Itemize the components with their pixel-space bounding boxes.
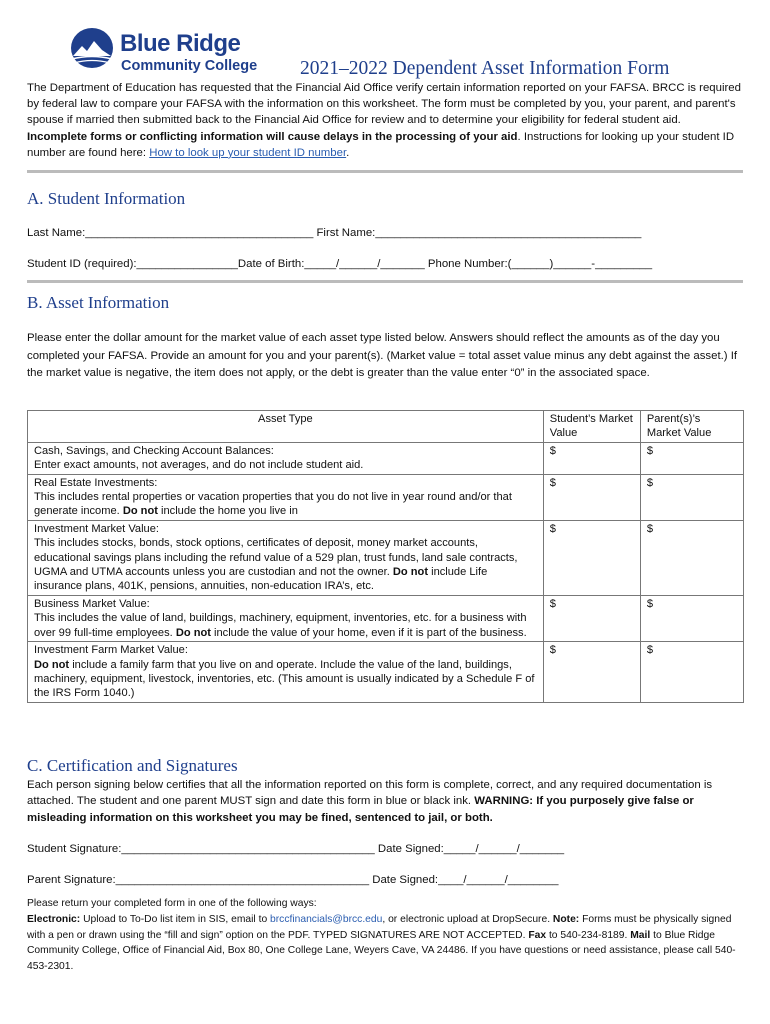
mail-label: Mail [630,929,651,941]
divider [27,170,743,173]
asset-table-header [28,411,744,443]
logo-title: Blue Ridge [120,30,241,57]
asset-type-header: Asset Type [28,411,544,443]
asset-description-text-2: include the home you live in [157,505,298,518]
asset-row [28,595,744,641]
student-signature-line[interactable]: Student Signature:________________________________________ Date Signed:_____/______/_______ [27,843,565,855]
asset-description-text: Investment Farm Market Value: [34,644,188,657]
logo-subtitle: Community College [121,58,258,74]
parent-signature-line[interactable]: Parent Signature:________________________________________ Date Signed:____/______/________ [27,874,559,886]
asset-description-text: Investment Market Value: This includes stocks, bonds, stock options, certificates of deposit, money market accounts, educational savings plans including the refund value of a 529 plan, trust funds, land sale contracts, UGMA and UTMA accounts unless you are custodian and not the owner. [34,522,518,579]
fax-text: to 540-234-8189. [546,929,631,941]
asset-description-bold: Do not [392,566,429,579]
parent-value-field[interactable]: $ [640,520,743,595]
student-value-field[interactable]: $ [543,442,640,474]
intro-text-2: . Instructions for looking up your student ID number are found here: [27,130,735,159]
parent-value-field[interactable]: $ [640,474,743,520]
mail-text: to Blue Ridge Community College, Office of Financial Aid, Box 80, One College Lane, Weyers Cave, VA 24486. If you have questions or need assistance, please call 540-453-2301. [27,929,736,973]
note-label: Note: [552,913,580,925]
certification-text: Each person signing below certifies that all the information reported on this form is complete, correct, and any required documentation is attached. The student and one parent MUST sign and date this form in blue or black ink. [27,779,713,808]
form-title: 2021–2022 Dependent Asset Information Form [300,58,670,79]
name-fields-line[interactable]: Last Name:____________________________________ First Name:__________________________________________ [27,227,642,239]
return-instructions [27,896,743,975]
certification-warning: WARNING: If you purposely give false or misleading information on this worksheet you may be fined, sentenced to jail, or both. [27,795,694,824]
return-methods [27,912,743,975]
parent-value-field[interactable]: $ [640,442,743,474]
intro-paragraph [27,80,743,161]
electronic-text-2: , or electronic upload at DropSecure. [382,913,553,925]
asset-row [28,474,744,520]
student-id-help-link[interactable]: How to look up your student ID number [149,146,347,159]
divider [27,280,743,283]
parent-value-header: Parent(s)’s Market Value [640,411,743,443]
asset-row [28,520,744,595]
asset-description [28,642,544,703]
asset-table [27,410,744,703]
intro-text: The Department of Education has requested that the Financial Aid Office verify certain information reported on your FAFSA. BRCC is required by federal law to compare your FAFSA with the information on this worksheet. The form must be completed by you, your parent, and parent's spouse if married then submitted back to the Financial Aid Office for review and to determine your eligibility for federal student aid. [27,82,741,127]
electronic-label: Electronic: [27,913,81,925]
asset-row [28,642,744,703]
asset-description-text-2: include Life insurance plans, 401K, pensions, annuities, non-education IRA’s, etc. [34,566,488,593]
asset-description-text: Business Market Value: This includes the value of land, buildings, machinery, equipment, inventories, etc. for a business with over 99 full-time employees. [34,597,527,639]
asset-description-text-2: include the value of your home, even if it is part of the business. [210,626,527,639]
asset-description-text: Cash, Savings, and Checking Account Balances: Enter exact amounts, not averages, and do not include student aid. [34,444,364,472]
asset-description-bold: Do not [34,658,70,671]
student-value-field[interactable]: $ [543,474,640,520]
student-value-header: Student’s Market Value [543,411,640,443]
asset-description-text-2: include a family farm that you live on and operate. Include the value of the land, buildings, machinery, equipment, livestock, inventories, etc. (This amount is usually indicated by a Schedule F of the IRS Form 1040.) [34,658,535,700]
student-value-field[interactable]: $ [543,642,640,703]
student-value-field[interactable]: $ [543,520,640,595]
student-value-field[interactable]: $ [543,595,640,641]
fax-label: Fax [528,929,547,941]
asset-description-bold: Do not [122,505,158,518]
note-text: Forms must be physically signed with a pen or drawn using the “fill and sign” option on the PDF. TYPED SIGNATURES ARE NOT ACCEPTED. [27,913,732,941]
section-a-heading: A. Student Information [27,189,186,208]
asset-description [28,595,544,641]
asset-instructions: Please enter the dollar amount for the market value of each asset type listed below. Answers should reflect the amounts as of the day you completed your FAFSA. Provide an amount for you and your parent(s). (Market value = total asset value minus any debt against the asset.) If the market value is negative, the item does not apply, or the debt is greater than the value enter “0” in the associated space. [27,332,738,379]
asset-description-bold: Do not [175,626,211,639]
id-dob-phone-line[interactable]: Student ID (required):________________Date of Birth:_____/______/_______ Phone Number:(______)______-_________ [27,258,653,270]
email-link[interactable]: brccfinancials@brcc.edu [270,913,383,925]
parent-value-field[interactable]: $ [640,595,743,641]
certification-paragraph [27,777,743,826]
asset-description [28,474,544,520]
parent-value-field[interactable]: $ [640,642,743,703]
intro-warning: Incomplete forms or conflicting information will cause delays in the processing of your aid [27,130,518,143]
return-intro: Please return your completed form in one of the following ways: [27,898,317,909]
asset-description [28,442,544,474]
section-c-heading: C. Certification and Signatures [27,756,238,775]
asset-description [28,520,544,595]
electronic-text: Upload to To-Do list item in SIS, email to [80,913,271,925]
asset-description-text: Real Estate Investments: This includes rental properties or vacation properties that you do not live in year round and/or that generate income. [34,476,512,518]
asset-row [28,442,744,474]
section-b-heading: B. Asset Information [27,293,170,312]
intro-end: . [346,146,350,159]
